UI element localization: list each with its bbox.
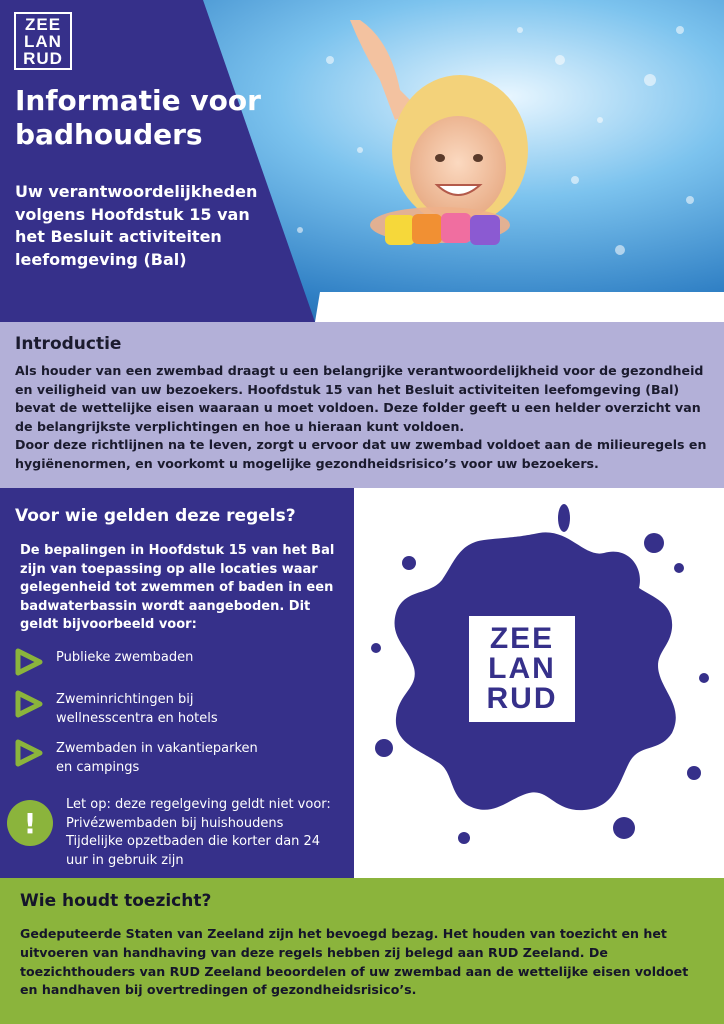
list-item: Publieke zwembaden	[14, 648, 193, 676]
splash-logo: ZEE LAN RUD	[486, 622, 558, 715]
list-item: Zweminrichtingen bij wellnesscentra en hotels	[14, 690, 226, 728]
rud-logo: ZEE LAN RUD	[14, 12, 72, 70]
exclamation-icon: !	[7, 800, 53, 846]
hero-photo	[0, 0, 724, 322]
supervision-heading: Wie houdt toezicht?	[20, 891, 212, 911]
who-heading: Voor wie gelden deze regels?	[15, 506, 296, 526]
hero-banner	[0, 0, 724, 322]
list-item: Zwembaden in vakantieparken en campings	[14, 739, 266, 777]
intro-paragraph: Als houder van een zwembad draagt u een belangrijke verantwoordelijkheid voor de gezondheid en veiligheid van uw bezoekers. Hoofdstuk 15 van het Besluit activiteiten leefomgeving (Bal) bevat de wettelijke eisen waaraan u moet voldoen. Deze folder geeft u een helder overzicht van de belangrijkste verplichtingen en hoe u hieraan kunt voldoen.	[15, 363, 704, 434]
warning-note: Let op: deze regelgeving geldt niet voor: Privézwembaden bij huishoudens Tijdelijke opzetbaden die korter dan 24 uur in gebruik zijn	[66, 797, 331, 868]
intro-paragraph: Door deze richtlijnen na te leven, zorgt u ervoor dat uw zwembad voldoet aan de milieuregels en hygiënenormen, en voorkomt u mogelijke gezondheidsrisico’s voor uw bezoekers.	[15, 437, 707, 471]
triangle-arrow-icon	[14, 739, 44, 767]
triangle-arrow-icon	[14, 690, 44, 718]
triangle-arrow-icon	[14, 648, 44, 676]
supervision-body: Gedeputeerde Staten van Zeeland zijn het bevoegd bezag. Het houden van toezicht en het uitvoeren van handhaving van deze regels hebben zij belegd aan RUD Zeeland. De toezichthouders van RUD Zeeland beoordelen of uw zwembad aan de wettelijke eisen voldoet en handhaven bij overtredingen of gezondheidsrisico’s.	[20, 926, 689, 998]
intro-body	[15, 362, 711, 474]
page-subtitle: Uw verantwoordelijkheden volgens Hoofdstuk 15 van het Besluit activiteiten leefomgeving (Bal)	[15, 182, 258, 269]
intro-heading: Introductie	[15, 334, 122, 354]
page-title: Informatie voor badhouders	[15, 84, 261, 151]
who-body: De bepalingen in Hoofdstuk 15 van het Bal zijn van toepassing op alle locaties waar gelegenheid tot zwemmen of baden in een badwaterbassin wordt aangeboden. Dit geldt bijvoorbeeld voor:	[20, 543, 335, 632]
